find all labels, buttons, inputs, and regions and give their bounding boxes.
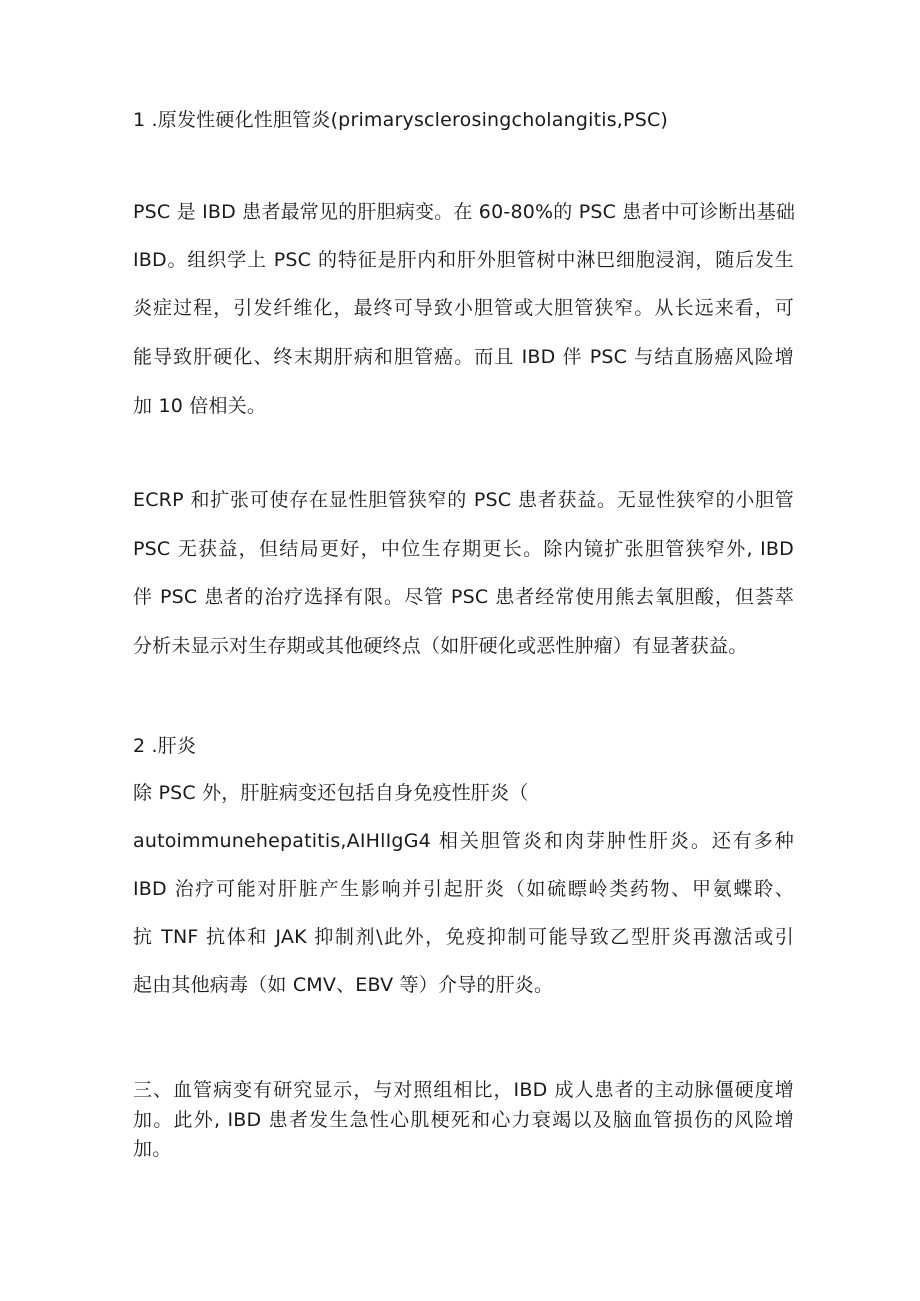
paragraph-line: PSC 是 IBD 患者最常见的肝胆病变。在 60-80%的 PSC 患者中可诊断出基础 — [133, 201, 796, 223]
paragraph-line: PSC 无获益，但结局更好，中位生存期更长。除内镜扩张胆管狭窄外, IBD — [133, 538, 794, 560]
paragraph-line: ECRP 和扩张可使存在显性胆管狭窄的 PSC 患者获益。无显性狭窄的小胆管 — [133, 489, 794, 511]
paragraph-line: 伴 PSC 患者的治疗选择有限。尽管 PSC 患者经常使用熊去氧胆酸，但荟萃 — [133, 586, 794, 608]
paragraph-line: IBD。组织学上 PSC 的特征是肝内和肝外胆管树中淋巴细胞浸润，随后发生 — [133, 249, 794, 271]
paragraph-line: 炎症过程，引发纤维化，最终可导致小胆管或大胆管狭窄。从长远来看，可 — [133, 297, 794, 319]
paragraph-line: 能导致肝硬化、终末期肝病和胆管癌。而且 IBD 伴 PSC 与结直肠癌风险增 — [133, 346, 794, 368]
paragraph-line: 分析未显示对生存期或其他硬终点（如肝硬化或恶性肿瘤）有显著获益。 — [133, 635, 748, 657]
paragraph-line: 三、血管病变有研究显示，与对照组相比，IBD 成人患者的主动脉僵硬度增 — [133, 1079, 794, 1101]
paragraph-line: 除 PSC 外，肝脏病变还包括自身免疫性肝炎（ — [133, 782, 529, 804]
section-heading-psc: 1 .原发性硬化性胆管炎(primarysclerosingcholangitis,PSC) — [133, 109, 669, 131]
paragraph-line: 加。此外, IBD 患者发生急性心肌梗死和心力衰竭以及脑血管损伤的风险增 — [133, 1109, 794, 1131]
paragraph-line: IBD 治疗可能对肝脏产生影响并引起肝炎（如硫瞟岭类药物、甲氨蝶聆、 — [133, 878, 794, 900]
section-heading-hepatitis: 2 .肝炎 — [133, 735, 197, 757]
paragraph-line: 加 10 倍相关。 — [133, 395, 267, 417]
paragraph-line: 起由其他病毒（如 CMV、EBV 等）介导的肝炎。 — [133, 974, 554, 996]
paragraph-line: 加。 — [133, 1138, 172, 1160]
paragraph-line: 抗 TNF 抗体和 JAK 抑制剂\此外，免疫抑制可能导致乙型肝炎再激活或引 — [133, 926, 794, 948]
paragraph-line: autoimmunehepatitis,AIHlIgG4 相关胆管炎和肉芽肿性肝炎。还有多种 — [133, 830, 794, 852]
